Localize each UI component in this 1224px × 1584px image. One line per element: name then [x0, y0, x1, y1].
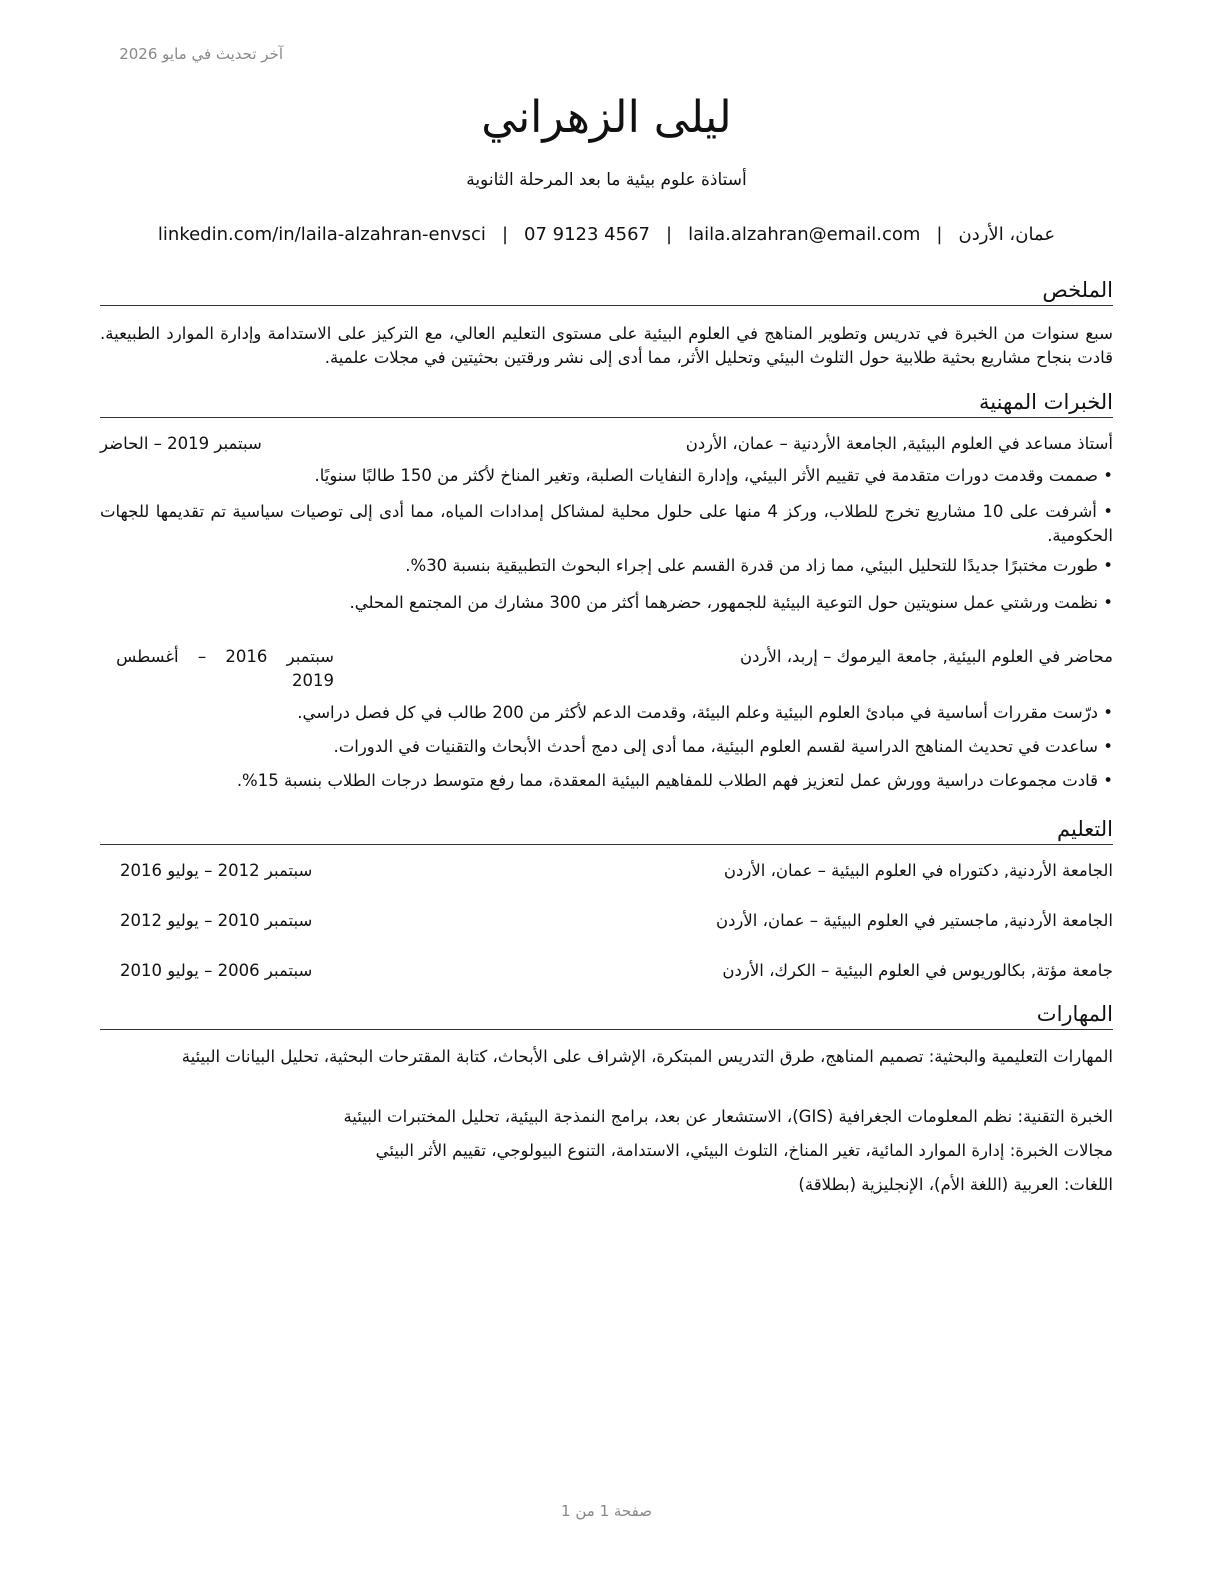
education-date: سبتمبر 2012 – يوليو 2016 [120, 861, 313, 880]
job-org: أستاذ مساعد في العلوم البيئية, الجامعة الأردنية – عمان، الأردن [685, 434, 1113, 453]
person-name: ليلى الزهراني [481, 92, 732, 143]
job-title: أستاذة علوم بيئية ما بعد المرحلة الثانوية [466, 170, 747, 190]
skill-line: الخبرة التقنية: نظم المعلومات الجغرافية (GIS)، الاستشعار عن بعد، برامج النمذجة البيئية، تحليل المختبرات البيئية [343, 1107, 1113, 1126]
contact-linkedin[interactable]: linkedin.com/in/laila-alzahran-envsci [157, 224, 486, 245]
job-date: سبتمبر 2019 – الحاضر [100, 434, 262, 453]
page-number: صفحة 1 من 1 [561, 1502, 652, 1520]
job-bullet: • درّست مقررات أساسية في مبادئ العلوم البيئية وعلم البيئة، وقدمت الدعم لأكثر من 200 طالب في كل فصل دراسي. [297, 703, 1113, 722]
job-org: محاضر في العلوم البيئية, جامعة اليرموك – إربد، الأردن [740, 647, 1113, 666]
job-date: سبتمبر 2016 – أغسطس 2019 [116, 647, 334, 690]
education-org: الجامعة الأردنية, ماجستير في العلوم البيئية – عمان، الأردن [715, 911, 1113, 930]
education-org: الجامعة الأردنية, دكتوراه في العلوم البيئية – عمان، الأردن [723, 861, 1113, 880]
skill-line: اللغات: العربية (اللغة الأم)، الإنجليزية (بطلاقة) [798, 1175, 1113, 1194]
last-updated: آخر تحديث في مايو 2026 [119, 45, 283, 63]
contact-location: عمان، الأردن [958, 224, 1056, 245]
skills-heading: المهارات [100, 1000, 1113, 1030]
contact-separator: | [501, 224, 509, 245]
resume-page [100, 0, 1113, 1584]
contact-line [100, 224, 1113, 245]
contact-email[interactable]: laila.alzahran@email.com [688, 224, 921, 245]
education-date: سبتمبر 2010 – يوليو 2012 [120, 911, 313, 930]
summary-text: سبع سنوات من الخبرة في تدريس وتطوير المناهج في العلوم البيئية على مستوى التعليم العالي، مع التركيز على الاستدامة وإدارة الموارد الطبيعية. قادت بنجاح مشاريع بحثية طلابية حول التلوث البيئي وتحليل الأثر، مما أدى إلى نشر ورقتين بحثيتين في مجلات علمية. [100, 324, 1113, 367]
contact-phone: 07 9123 4567 [524, 224, 650, 245]
job-bullet: • أشرفت على 10 مشاريع تخرج للطلاب، وركز 4 منها على حلول محلية لمشاكل إمدادات المياه، مما أدى إلى توصيات سياسية تم تقديمها للجهات الحكومية. [100, 502, 1113, 545]
job-bullet: • ساعدت في تحديث المناهج الدراسية لقسم العلوم البيئية، مما أدى إلى دمج أحدث الأبحاث والتقنيات في الدورات. [333, 737, 1113, 756]
contact-separator: | [936, 224, 943, 245]
job-bullet: • صممت وقدمت دورات متقدمة في تقييم الأثر البيئي، وإدارة النفايات الصلبة، وتغير المناخ لأكثر من 150 طالبًا سنويًا. [314, 466, 1113, 485]
experience-heading: الخبرات المهنية [100, 388, 1113, 418]
job-bullet: • قادت مجموعات دراسية وورش عمل لتعزيز فهم الطلاب للمفاهيم البيئية المعقدة، مما رفع متوسط درجات الطلاب بنسبة 15%. [236, 771, 1113, 790]
job-bullet: • نظمت ورشتي عمل سنويتين حول التوعية البيئية للجمهور، حضرهما أكثر من 300 مشارك من المجتمع المحلي. [349, 593, 1113, 612]
skill-line: مجالات الخبرة: إدارة الموارد المائية، تغير المناخ، التلوث البيئي، الاستدامة، التنوع البيولوجي، تقييم الأثر البيئي [375, 1141, 1113, 1160]
contact-separator: | [665, 224, 673, 245]
education-date: سبتمبر 2006 – يوليو 2010 [120, 961, 313, 980]
job-bullet: • طورت مختبرًا جديدًا للتحليل البيئي، مما زاد من قدرة القسم على إجراء البحوث التطبيقية بنسبة 30%. [405, 556, 1113, 575]
summary-heading: الملخص [100, 276, 1113, 306]
education-org: جامعة مؤتة, بكالوريوس في العلوم البيئية – الكرك، الأردن [722, 961, 1113, 980]
skill-line: المهارات التعليمية والبحثية: تصميم المناهج، طرق التدريس المبتكرة، الإشراف على الأبحاث، كتابة المقترحات البحثية، تحليل البيانات البيئية [181, 1047, 1113, 1066]
education-heading: التعليم [100, 815, 1113, 845]
